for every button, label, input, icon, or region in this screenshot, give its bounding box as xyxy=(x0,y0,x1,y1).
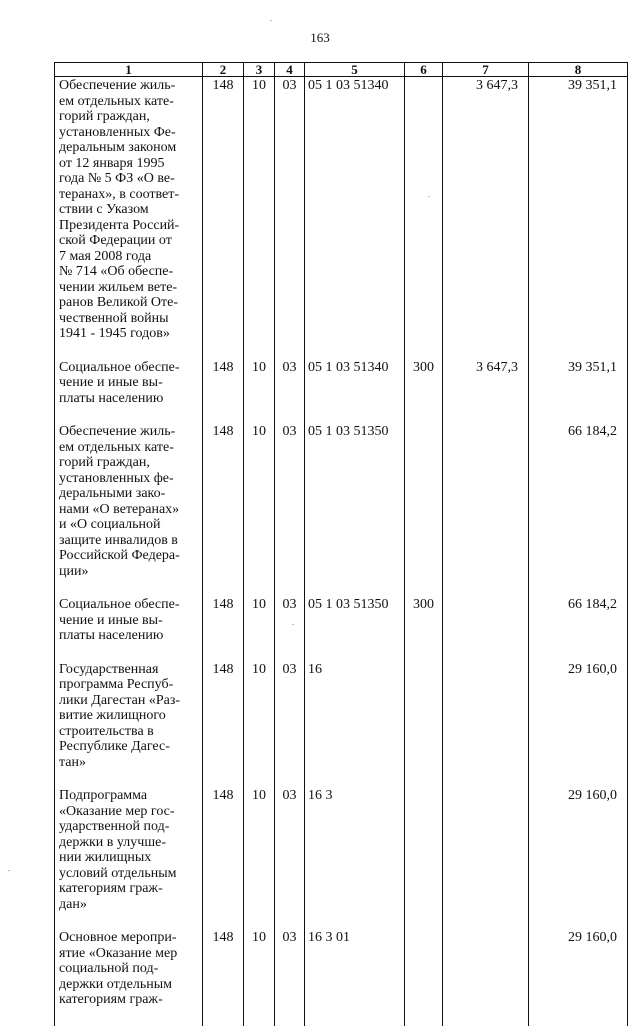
description-line: Обеспечение жиль- xyxy=(59,78,176,93)
column-header-4: 4 xyxy=(275,63,305,77)
row-amount-total: 29 160,0 xyxy=(529,788,628,930)
description-line: Социальное обеспе- xyxy=(59,359,180,375)
row-amount-total: 29 160,0 xyxy=(529,662,628,789)
table-header xyxy=(55,63,628,77)
column-header-2: 2 xyxy=(203,63,244,77)
description-line: горий граждан, xyxy=(59,455,150,470)
description-line: Российской Федера- xyxy=(59,548,180,563)
description-line: года № 5 ФЗ «О ве- xyxy=(59,171,175,186)
description-line: от 12 января 1995 xyxy=(59,155,165,171)
column-header-5: 5 xyxy=(305,63,405,77)
description-line: держки отдельным xyxy=(59,976,173,992)
description-line: дан» xyxy=(59,896,87,912)
row-code-expense-type: 300 xyxy=(405,360,443,425)
description-line: Обеспечение жиль- xyxy=(59,424,176,439)
description-line: платы населению xyxy=(59,390,164,406)
row-description xyxy=(55,360,203,425)
description-line: платы населению xyxy=(59,628,164,643)
description-line: нами «О ветеранах» xyxy=(59,501,180,517)
row-amount-federal xyxy=(443,424,529,597)
description-line: чение и иные вы- xyxy=(59,612,163,628)
row-code-expense-type xyxy=(405,788,443,930)
description-line: защите инвалидов в xyxy=(59,532,178,548)
row-code-target: 05 1 03 51350 xyxy=(305,424,405,597)
row-code-target: 16 xyxy=(305,662,405,789)
budget-table xyxy=(54,62,628,1026)
table-row xyxy=(55,77,628,360)
description-line: «Оказание мер гос- xyxy=(59,803,175,819)
description-line: нии жилищных xyxy=(59,850,152,865)
row-code-expense-type xyxy=(405,662,443,789)
description-line: установленных фе- xyxy=(59,470,174,486)
row-code-ministry: 148 xyxy=(203,597,244,662)
description-line: тан» xyxy=(59,754,86,770)
column-header-6: 6 xyxy=(405,63,443,77)
row-code-subsection: 03 xyxy=(275,77,305,360)
description-line: ции» xyxy=(59,563,89,579)
description-line: держки в улучше- xyxy=(59,834,166,850)
row-code-subsection: 03 xyxy=(275,360,305,425)
description-line: ствии с Указом xyxy=(59,202,149,217)
row-code-subsection: 03 xyxy=(275,788,305,930)
row-code-ministry: 148 xyxy=(203,788,244,930)
description-line: 7 мая 2008 года xyxy=(59,248,152,264)
table-body xyxy=(55,77,628,1026)
table-row xyxy=(55,788,628,930)
column-header-8: 8 xyxy=(529,63,628,77)
description-line: горий граждан, xyxy=(59,109,150,124)
row-code-target: 05 1 03 51350 xyxy=(305,597,405,662)
row-amount-total: 66 184,2 xyxy=(529,424,628,597)
description-line: Республике Дагес- xyxy=(59,739,170,754)
description-line: категориям граж- xyxy=(59,992,163,1007)
description-line: чение и иные вы- xyxy=(59,375,163,390)
description-line: № 714 «Об обеспе- xyxy=(59,264,174,279)
description-line: ем отдельных кате- xyxy=(59,93,174,109)
description-line: чественной войны xyxy=(59,310,169,326)
row-code-expense-type: 300 xyxy=(405,597,443,662)
description-line: строительства в xyxy=(59,723,154,739)
row-amount-federal xyxy=(443,597,529,662)
row-description xyxy=(55,77,203,360)
row-code-target: 05 1 03 51340 xyxy=(305,77,405,360)
header-row xyxy=(55,63,628,77)
row-code-section: 10 xyxy=(244,424,275,597)
description-line: ятие «Оказание мер xyxy=(59,945,178,961)
description-line: Подпрограмма xyxy=(59,788,148,803)
description-line: теранах», в соответ- xyxy=(59,186,180,202)
description-line: деральным законом xyxy=(59,140,177,155)
row-description xyxy=(55,930,203,1026)
row-amount-total: 29 160,0 xyxy=(529,930,628,1026)
row-code-ministry: 148 xyxy=(203,424,244,597)
column-header-1: 1 xyxy=(55,63,203,77)
row-code-target: 16 3 01 xyxy=(305,930,405,1026)
description-line: Государственная xyxy=(59,661,159,677)
table-row xyxy=(55,930,628,1026)
row-code-section: 10 xyxy=(244,360,275,425)
table-row xyxy=(55,662,628,789)
row-code-expense-type xyxy=(405,424,443,597)
row-amount-federal xyxy=(443,662,529,789)
row-code-ministry: 148 xyxy=(203,930,244,1026)
row-code-section: 10 xyxy=(244,788,275,930)
row-code-ministry: 148 xyxy=(203,77,244,360)
row-code-expense-type xyxy=(405,930,443,1026)
description-line: ранов Великой Оте- xyxy=(59,295,179,310)
description-line: Социальное обеспе- xyxy=(59,597,180,612)
column-header-3: 3 xyxy=(244,63,275,77)
description-line: чении жильем вете- xyxy=(59,279,178,295)
table-row xyxy=(55,597,628,662)
row-code-section: 10 xyxy=(244,662,275,789)
row-description xyxy=(55,597,203,662)
row-code-section: 10 xyxy=(244,77,275,360)
description-line: Основное меропри- xyxy=(59,930,177,945)
row-code-target: 16 3 xyxy=(305,788,405,930)
row-code-subsection: 03 xyxy=(275,662,305,789)
row-code-ministry: 148 xyxy=(203,662,244,789)
row-amount-federal xyxy=(443,930,529,1026)
table-row xyxy=(55,360,628,425)
row-code-subsection: 03 xyxy=(275,597,305,662)
row-description xyxy=(55,788,203,930)
description-line: социальной под- xyxy=(59,961,159,976)
description-line: условий отдельным xyxy=(59,865,177,881)
description-line: ской Федерации от xyxy=(59,233,172,248)
row-description xyxy=(55,662,203,789)
row-code-subsection: 03 xyxy=(275,930,305,1026)
description-line: категориям граж- xyxy=(59,881,163,896)
row-code-section: 10 xyxy=(244,597,275,662)
description-line: программа Респуб- xyxy=(59,677,174,692)
row-amount-federal xyxy=(443,788,529,930)
description-line: установленных Фе- xyxy=(59,124,176,140)
page-number: 163 xyxy=(310,30,330,45)
row-code-expense-type xyxy=(405,77,443,360)
row-amount-federal: 3 647,3 xyxy=(443,77,529,360)
row-description xyxy=(55,424,203,597)
description-line: Президента Россий- xyxy=(59,217,180,233)
description-line: и «О социальной xyxy=(59,517,161,532)
row-code-subsection: 03 xyxy=(275,424,305,597)
table-row xyxy=(55,424,628,597)
column-header-7: 7 xyxy=(443,63,529,77)
row-amount-total: 66 184,2 xyxy=(529,597,628,662)
description-line: ударственной под- xyxy=(59,819,170,834)
row-code-target: 05 1 03 51340 xyxy=(305,360,405,425)
row-amount-total: 39 351,1 xyxy=(529,77,628,360)
description-line: деральными зако- xyxy=(59,486,166,501)
row-amount-total: 39 351,1 xyxy=(529,360,628,425)
description-line: витие жилищного xyxy=(59,708,166,723)
description-line: лики Дагестан «Раз- xyxy=(59,692,181,708)
row-code-ministry: 148 xyxy=(203,360,244,425)
description-line: ем отдельных кате- xyxy=(59,439,174,455)
description-line: 1941 - 1945 годов» xyxy=(59,326,170,341)
row-code-section: 10 xyxy=(244,930,275,1026)
row-amount-federal: 3 647,3 xyxy=(443,360,529,425)
